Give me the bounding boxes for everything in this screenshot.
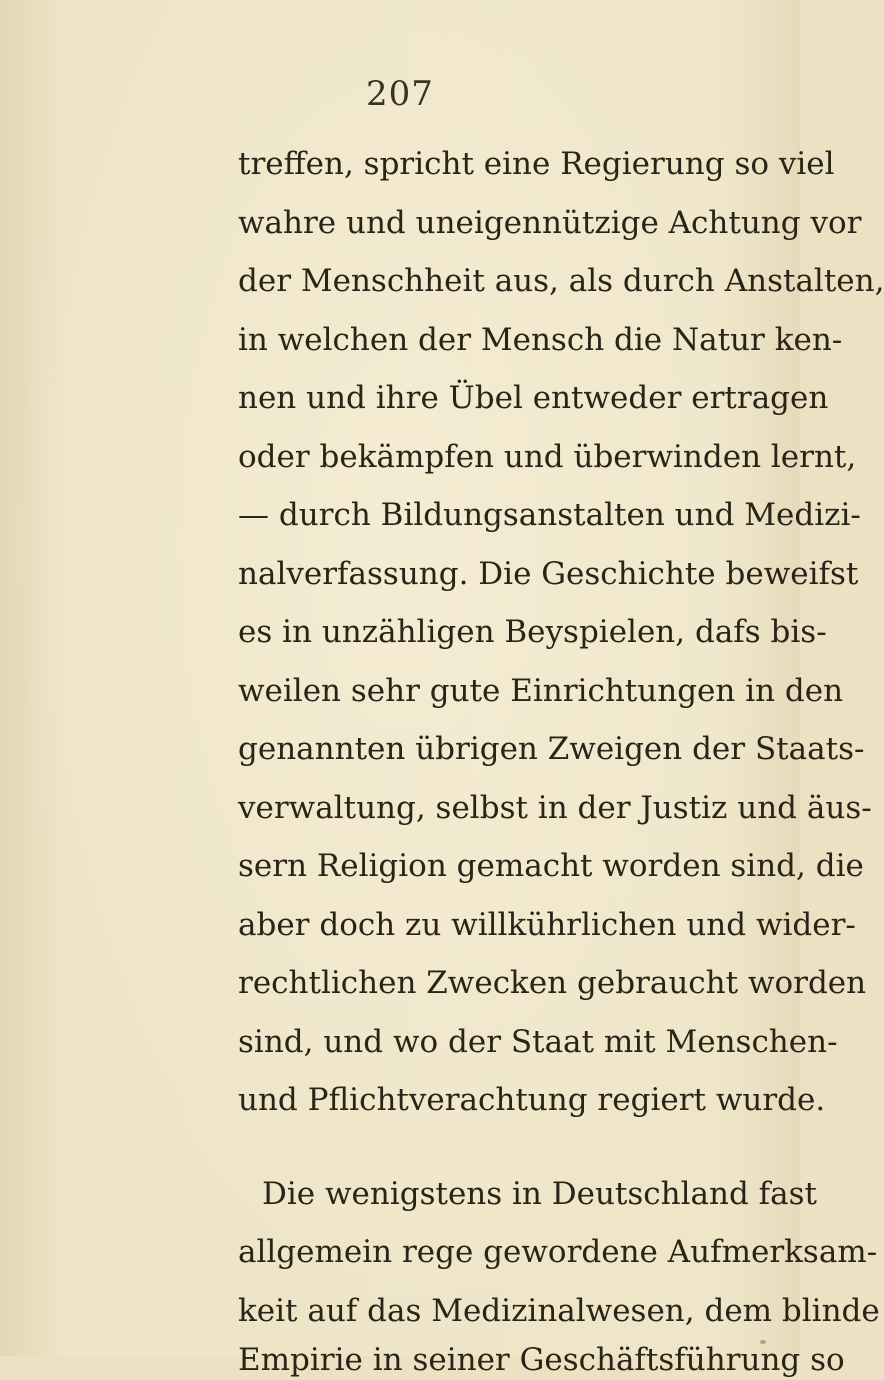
text-line: nalverfassung. Die Geschichte beweifst: [238, 556, 859, 592]
text-line: verwaltung, selbst in der Justiz und äus-: [238, 790, 872, 826]
ink-speck: [760, 1340, 766, 1344]
text-line: Empirie in seiner Geschäftsführung so: [238, 1342, 845, 1378]
text-line: nen und ihre Übel entweder ertragen: [238, 380, 829, 416]
text-line: oder bekämpfen und überwinden lernt,: [238, 439, 857, 475]
text-line: Die wenigstens in Deutschland fast: [262, 1176, 817, 1212]
text-line: treffen, spricht eine Regierung so viel: [238, 146, 835, 182]
text-line: weilen sehr gute Einrichtungen in den: [238, 673, 844, 709]
text-line: wahre und uneigennützige Achtung vor: [238, 205, 862, 241]
text-line: in welchen der Mensch die Natur ken-: [238, 322, 843, 358]
text-line: der Menschheit aus, als durch Anstalten,: [238, 263, 884, 299]
page-number: 207: [366, 74, 434, 114]
text-line: rechtlichen Zwecken gebraucht worden: [238, 965, 867, 1001]
text-line: sern Religion gemacht worden sind, die: [238, 848, 864, 884]
text-line: es in unzähligen Beyspielen, dafs bis-: [238, 614, 827, 650]
text-line: allgemein rege gewordene Aufmerksam-: [238, 1234, 878, 1270]
text-line: genannten übrigen Zweigen der Staats-: [238, 731, 865, 767]
text-line: — durch Bildungsanstalten und Medizi-: [238, 497, 861, 533]
text-line: aber doch zu willkührlichen und wider-: [238, 907, 856, 943]
text-line: keit auf das Medizinalwesen, dem blinde: [238, 1293, 880, 1329]
text-line: und Pflichtverachtung regiert wurde.: [238, 1082, 826, 1118]
text-line: sind, und wo der Staat mit Menschen-: [238, 1024, 838, 1060]
